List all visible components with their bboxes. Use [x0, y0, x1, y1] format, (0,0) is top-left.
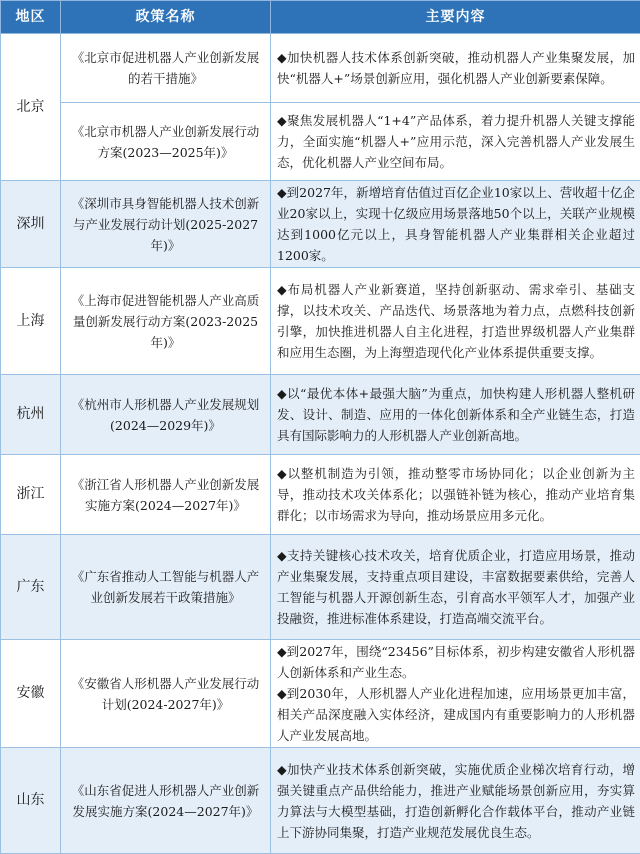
content-point: ◆以整机制造为引领，推动整零市场协同化；以企业创新为主导，推动技术攻关体系化；以强链补链为核心，推动产业培育集群化；以市场需求为导向，推动场景应用多元化。	[277, 463, 635, 526]
table-row	[1, 535, 640, 640]
table-row	[1, 748, 640, 854]
policy-cell: 《安徽省人形机器人产业发展行动计划(2024-2027年)》	[61, 640, 271, 748]
content-cell	[271, 268, 640, 375]
policy-cell: 《杭州市人形机器人产业发展规划(2024—2029年)》	[61, 375, 271, 455]
content-cell	[271, 103, 640, 181]
content-header: 主要内容	[271, 1, 640, 34]
policy-cell: 《北京市机器人产业创新发展行动方案(2023—2025年)》	[61, 103, 271, 181]
content-point: ◆加快机器人技术体系创新突破，推动机器人产业集聚发展，加快“机器人+”场景创新应用，强化机器人产业创新要素保障。	[277, 47, 635, 89]
region-cell: 山东	[1, 748, 61, 854]
policy-cell: 《上海市促进智能机器人产业高质量创新发展行动方案(2023-2025年)》	[61, 268, 271, 375]
table-row	[1, 375, 640, 455]
table-row	[1, 34, 640, 103]
table-row	[1, 103, 640, 181]
content-cell	[271, 375, 640, 455]
policy-cell: 《山东省促进人形机器人产业创新发展实施方案(2024—2027年)》	[61, 748, 271, 854]
region-cell: 深圳	[1, 181, 61, 268]
region-cell: 浙江	[1, 455, 61, 535]
region-cell: 广东	[1, 535, 61, 640]
policy-cell: 《广东省推动人工智能与机器人产业创新发展若干政策措施》	[61, 535, 271, 640]
content-cell	[271, 34, 640, 103]
content-point: ◆以“最优本体+最强大脑”为重点，加快构建人形机器人整机研发、设计、制造、应用的一体化创新体系和全产业链生态，打造具有国际影响力的人形机器人产业创新高地。	[277, 383, 635, 446]
content-point: ◆支持关键核心技术攻关，培育优质企业，打造应用场景，推动产业集聚发展，支持重点项目建设，丰富数据要素供给，完善人工智能与机器人开源创新生态，引育高水平领军人才，加强产业投融资，推进标准体系建设，打造高端交流平台。	[277, 545, 635, 629]
region-cell: 安徽	[1, 640, 61, 748]
table-header-row	[1, 1, 640, 34]
policy-cell: 《北京市促进机器人产业创新发展的若干措施》	[61, 34, 271, 103]
content-cell	[271, 455, 640, 535]
policy-cell: 《浙江省人形机器人产业创新发展实施方案(2024—2027年)》	[61, 455, 271, 535]
content-cell	[271, 181, 640, 268]
content-point: ◆布局机器人产业新赛道，坚持创新驱动、需求牵引、基础支撑，以技术攻关、产品迭代、场景落地为着力点，点燃科技创新引擎，加快推进机器人自主化进程，打造世界级机器人产业集群和应用生态圈，为上海塑造现代化产业体系提供重要支撑。	[277, 279, 635, 363]
region-cell: 杭州	[1, 375, 61, 455]
content-cell	[271, 640, 640, 748]
content-point: ◆加快产业技术体系创新突破，实施优质企业梯次培育行动，增强关键重点产品供给能力，推进产业赋能场景创新应用，夯实算力算法与大模型基础，打造创新孵化合作载体平台，推动产业链上下游协同集聚，打造产业规范发展优良生态。	[277, 759, 635, 843]
region-cell: 北京	[1, 34, 61, 181]
content-point: ◆到2030年，人形机器人产业化进程加速，应用场景更加丰富，相关产品深度融入实体经济，建成国内有重要影响力的人形机器人产业发展高地。	[277, 683, 635, 746]
table-row	[1, 268, 640, 375]
content-point: ◆到2027年，围绕“23456”目标体系，初步构建安徽省人形机器人创新体系和产业生态。	[277, 641, 635, 683]
content-cell	[271, 748, 640, 854]
policy-cell: 《深圳市具身智能机器人技术创新与产业发展行动计划(2025-2027年)》	[61, 181, 271, 268]
content-point: ◆到2027年，新增培育估值过百亿企业10家以上、营收超十亿企业20家以上，实现十亿级应用场景落地50个以上，关联产业规模达到1000亿元以上，具身智能机器人产业集群相关企业超过1200家。	[277, 182, 635, 266]
content-cell	[271, 535, 640, 640]
region-header: 地区	[1, 1, 61, 34]
table-row	[1, 640, 640, 748]
region-cell: 上海	[1, 268, 61, 375]
table-row	[1, 181, 640, 268]
content-point: ◆聚焦发展机器人“1+4”产品体系，着力提升机器人关键支撑能力，全面实施“机器人+”应用示范，深入完善机器人产业发展生态，优化机器人产业空间布局。	[277, 110, 635, 173]
table-row	[1, 455, 640, 535]
policy-header: 政策名称	[61, 1, 271, 34]
